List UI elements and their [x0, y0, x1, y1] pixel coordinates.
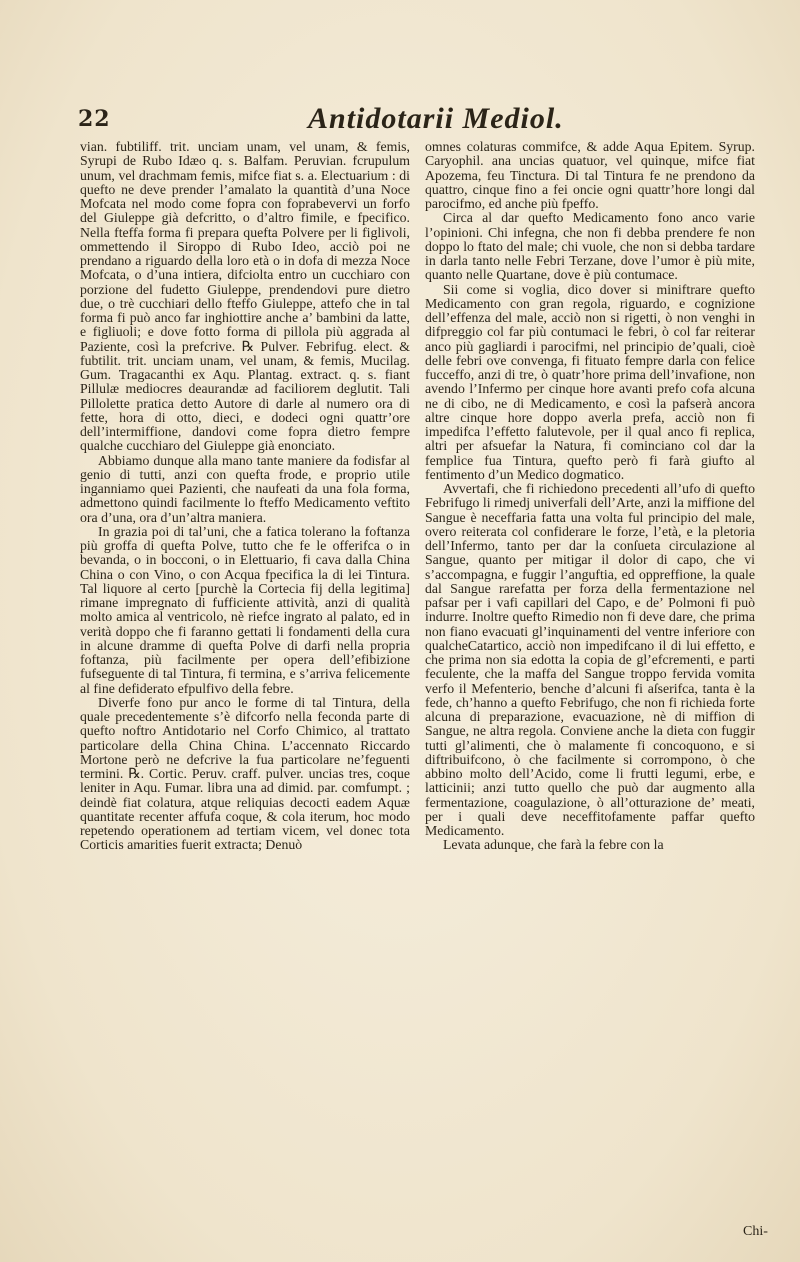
left-paragraph-4: Diverfe fono pur anco le forme di tal Tintura, della quale precedentemente s’è difcorfo nella feconda parte di quefto noftro Antidotario nel Corfo Chimico, al trattato particolare della China China. L’accennato Riccardo Mortone però ne defcrive la fua particolare ne’feguenti termini. ℞. Cortic. Peruv. craff. pulver. uncias tres, coque leniter in Aqu. Fumar. libra una ad dimid. par. comfumpt. ; deindè fiat colatura, atque reliquias decocti eadem Aquæ quantitate recenter affufa coque, & cola iterum, hoc modo repetendo operationem ad tertiam vicem, vel donec tota Corticis amarities fuerit extracta; Denuò	[80, 694, 410, 853]
right-column	[425, 140, 755, 1235]
page-header	[78, 102, 718, 138]
left-column	[80, 140, 410, 1235]
right-paragraph-1: omnes colaturas commifce, & adde Aqua Epitem. Syrup. Caryophil. ana uncias quatuor, vel quinque, mifce fiat Apozema, feu Tinctura. Di tal Tintura fe ne prendono da quattro, cinque fino a fei oncie ogni quattr’hore longi dal parocifmo, ed anche più fpeffo.	[425, 140, 755, 211]
running-title: Antidotarii Mediol.	[308, 102, 564, 135]
left-paragraph-2: Abbiamo dunque alla mano tante maniere da fodisfar al genio di tutti, anzi con quefta frode, e proprio utile inganniamo quei Pazienti, che naufeati da una fola forma, admettono quindi facilmente lo fteffo Medicamento veftito ora d’una, ora d’un’altra maniera.	[80, 452, 410, 525]
right-paragraph-5: Levata adunque, che farà la febre con la	[443, 837, 664, 853]
left-paragraph-1: vian. fubtiliff. trit. unciam unam, vel unam, & femis, Syrupi de Rubo Idæo q. s. Balfam. Peruvian. fcrupulum unum, vel drachmam femis, mifce fiat s. a. Electuarium : di quefto ne deve prender l’amalato la quantità d’una Noce Mofcata nel modo come fopra con foprabevervi un forfo del Giuleppe già defcritto, o d’altro fimile, e fpecifico. Nella fteffa forma fi prepara quefta Polvere per li figlivoli, ommettendo il Siroppo di Rubo Ideo, acciò poi ne prendano a riguardo della loro età o in dofa di mezza Noce Mofcata, o d’una intiera, difciolta entro un cucchiaro con porzione del fudetto Giuleppe, prendendovi pure dietro due, o trè cucchiari dello fteffo Giuleppe, attefo che in tal forma fi può anco far inghiottire anche a’ bambini da latte, e figliuoli; e dove fotto forma di pillola più aggrada al Paziente, così la prefcrive. ℞ Pulver. Febrifug. elect. & fubtilit. trit. unciam unam, vel unam, & femis, Mucilag. Gum. Tragacanthi ex Aqu. Plantag. extract. q. s. fiant Pillulæ mediocres deaurandæ ad faciliorem deglutit. Tali Pillolette pratica detto Autore di darle al numero ora di fette, hora di otto, dieci, e dodeci ogni quattr’ore dell’intermiffione, dandovi come fopra dietro fempre qualche cucchiaro del Giuleppe già enonciato.	[80, 140, 410, 454]
right-paragraph-3: Sii come si voglia, dico dover si miniftrare quefto Medicamento con gran regola, riguardo, e cognizione dell’effenza del male, acciò non si rigetti, ò non venghi in difpreggio col far più contumaci le febri, ò col far reiterar anco più gagliardi i parocifmi, nel principio de’quali, cioè delle febri ove convenga, fi fituato fempre darla con felice fucceffo, anzi di tre, ò quatr’hore prima dell’invafione, non avendo l’Infermo per cinque hore avanti prefo cofa alcuna ne di cibo, ne di Medicamento, e così la pafserà ancora altre cinque hore doppo averla prefa, acciò non fi impedifca l’effetto falutevole, per il qual anco fi replica, altri per afsuefar la Natura, fi cominciano col dar la femplice fua Tintura, quefto però fi farà giufto al fentimento d’un Medico dogmatico.	[425, 281, 755, 482]
left-paragraph-3: In grazia poi di tal’uni, che a fatica tolerano la foftanza più groffa di quefta Polve, tutto che fe le offerifca o in bevanda, o in bocconi, o in Elettuario, fi cava dalla China China o con Vino, o con Acqua fpecifica la di lei Tintura. Tal liquore al certo [purchè la Cortecia fij della legitima] rimane impregnato di fufficiente attività, anzi di qualità molto amica al ventricolo, nè riefce ingrato al palato, ed in verità doppo che fi faranno gettati li fondamenti della cura in alcune dramme di quefta Polve di darfi nella propria foftanza, più facilmente per opera dell’efibizione fufseguente di tal Tintura, fi termina, e s’arriva felicemente al fine defiderato efpulfivo della febre.	[80, 523, 410, 696]
right-paragraph-2: Circa al dar quefto Medicamento fono anco varie l’opinioni. Chi infegna, che non fi debba prendere fe non doppo lo ftato del male; chi vuole, che non si debba tardare in darla tanto nelle Febri Terzane, dove l’umor è più mite, quanto nelle Quartane, dove è più contumace.	[425, 210, 755, 283]
right-paragraph-4: Avvertafi, che fi richiedono precedenti all’ufo di quefto Febrifugo li rimedj univerfali dell’Arte, anzi la miffione del Sangue è neceffaria fatta una volta ful principio del male, overo reiterata col confiderare le forze, l’età, e la pletoria dell’Infermo, tanto per dar la conſueta circulazione al Sangue, quanto per mitigar il dolor di capo, che vi s’accompagna, e fuggir l’anguftia, ed oppreffione, la quale dal Sangue rarefatta per forza della fermentazione nel pafsar per i vafi capillari del Capo, e de’ Polmoni fi può indurre. Inoltre quefto Rimedio non fi deve dare, che prima non fiano evacuati gl’inquinamenti del ventre inferiore con qualcheCatartico, acciò non impedifcano il di lui effetto, e che prima non sia edotta la copia de gl’efcrementi, e parti feculente, che la maffa del Sangue troppo fervida vomita verfo il Mefenterio, benche d’alcuni fi aſserifca, tanta è la fede, ch’hanno a quefto Febrifugo, che non fi richieda forte alcuna di preparazione, evacuazione, nè di miffion di Sangue, ne altra regola. Conviene anche la dieta con fuggir tutti gl’alimenti, che ò malamente fi concoquono, e si diftribuifcono, ò che facilmente si corrompono, ò che abbino molto dell’Acido, come li frutti legumi, erbe, e latticinii; anzi tutto quello che può dar augmento alla fermentazione, coagulazione, ò all’otturazione de’ meati, per i quali deve neceffitofamente paffar quefto Medicamento.	[425, 481, 755, 838]
catchword: Chi-	[743, 1224, 768, 1239]
page-number: 22	[78, 106, 111, 132]
